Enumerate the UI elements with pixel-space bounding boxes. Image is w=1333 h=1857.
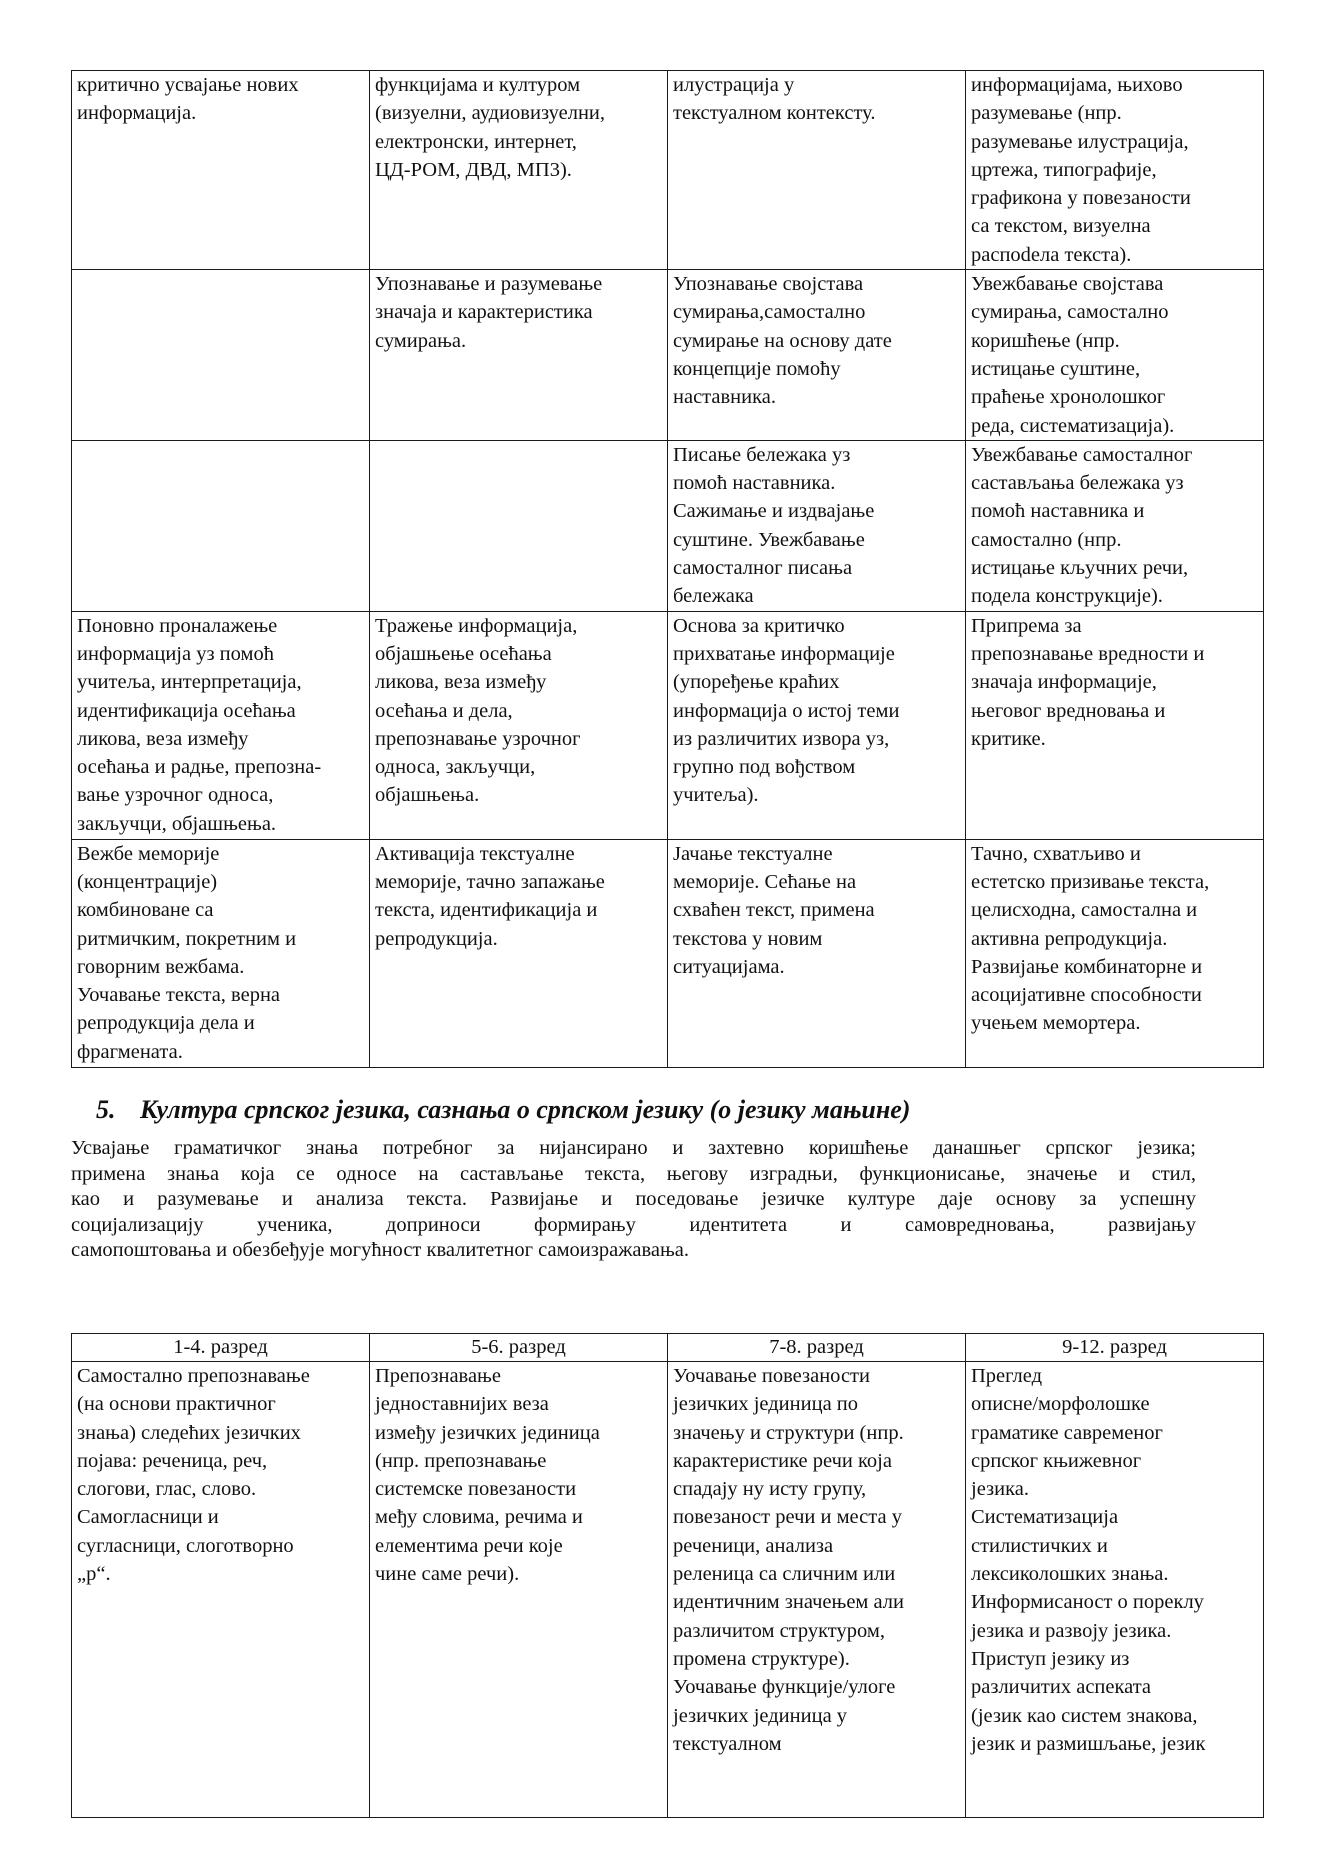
table-row [72,611,1264,839]
paragraph-line: самопоштовања и обезбеђује могућност квалитетног самоизражавања. [71,1239,690,1261]
table-cell: илустрација у текстуалном контексту. [668,71,966,270]
table-cell [370,440,668,611]
table-header-row [72,1334,1264,1362]
section-paragraph [71,1136,1196,1264]
paragraph-line: као и разумевање и анализа текста. Развијање и поседовање језичке културе даје основу за успешну [71,1188,1196,1210]
table-row [72,71,1264,270]
table-cell [72,270,370,441]
table-cell: Активација текстуалне меморије, тачно запажање текста, идентификација и репродукција. [370,839,668,1067]
section-title: Култура српског језика, сазнања о српском језику (о језику мањине) [140,1095,911,1124]
curriculum-table-continued [71,70,1264,1068]
table-cell: Основа за критичко прихватање информације (упоређење краћих информација о истој теми из различитих извора уз, групно под вођством учитеља). [668,611,966,839]
table-cell: Упознавање својстава сумирања,самостално сумирање на основу дате концепције помоћу наставника. [668,270,966,441]
paragraph-line: примена знања која се односе на састављање текста, његову изградњи, функционисање, значење и стил, [71,1162,1196,1185]
table-cell: Упознавање и разумевање значаја и карактеристика сумирања. [370,270,668,441]
table-cell: информацијама, њихово разумевање (нпр. разумевање илустрација, цртежа, типографије, графикона у повезаности са текстом, визуелна распodела текста). [966,71,1264,270]
table-row [72,1362,1264,1818]
column-header: 5-6. разред [370,1334,668,1362]
table-row [72,839,1264,1067]
section-number: 5. [96,1095,116,1124]
table-cell: критично усвајање нових информација. [72,71,370,270]
table-cell: Вежбе меморије (концентрације) комбиноване са ритмичким, покретним и говорним вежбама. Уочавање текста, верна репродукција дела и фрагмената. [72,839,370,1067]
column-header: 7-8. разред [668,1334,966,1362]
table-cell: функцијама и културом (визуелни, аудиовизуелни, електронски, интернет, ЦД-РОМ, ДВД, МП3). [370,71,668,270]
table-cell [72,440,370,611]
table-cell: Јачање текстуалне меморије. Сећање на схваћен текст, примена текстова у новим ситуацијама. [668,839,966,1067]
table-cell: Уочавање повезаности језичких јединица по значењу и структури (нпр. карактеристике речи која спадају ну исту групу, повезаност речи и места у реченици, анализа реленица са сличним или идентичним значењем али различитом структуром, промена структуре). Уочавање функције/улоге језичких јединица у текстуалном [668,1362,966,1818]
table-cell: Припрема за препознавање вредности и значаја информације, његовог вредновања и критике. [966,611,1264,839]
table-cell: Увежбавање својстава сумирања, самостално коришћење (нпр. истицање суштине, праћење хронолошког реда, систематизација). [966,270,1264,441]
table-cell: Тачно, схватљиво и естетско призивање текста, целисходна, самостална и активна репродукција. Развијање комбинаторне и асоцијативне способности учењем мемортера. [966,839,1264,1067]
table-cell: Увежбавање самосталног састављања бележака уз помоћ наставника и самостално (нпр. истицање кључних речи, подела конструкције). [966,440,1264,611]
table-cell: Писање бележака уз помоћ наставника. Сажимање и издвајање суштине. Увежбавање самосталног писања бележака [668,440,966,611]
section-heading [96,1095,910,1125]
paragraph-line: Усвајање граматичког знања потребног за нијансирано и захтевно коришћење данашњег српског језика; [71,1137,1196,1159]
table-cell: Преглед описне/морфолошке граматике савременог српског књижевног језика. Систематизација стилистичких и лексиколошких знања. Информисаност о пореклу језика и развоју језика. Приступ језику из различитих аспеката (језик као систем знакова, језик и размишљање, језик [966,1362,1264,1818]
table-cell: Поновно проналажење информација уз помоћ учитеља, интерпретација, идентификација осећања ликова, веза између осећања и радње, препозна- вање узрочног односа, закључци, објашњења. [72,611,370,839]
column-header: 9-12. разред [966,1334,1264,1362]
table-cell: Препознавање једноставнијих веза између језичких јединица (нпр. препознавање системске повезаности међу словима, речима и елементима речи које чине саме речи). [370,1362,668,1818]
column-header: 1-4. разред [72,1334,370,1362]
table-row [72,270,1264,441]
table-row [72,440,1264,611]
table-cell: Самостално препознавање (на основи практичног знања) следећих језичких појава: реченица, реч, слогови, глас, слово. Самогласници и сугласници, слоготворно „р“. [72,1362,370,1818]
paragraph-line: социјализацију ученика, доприноси формирању идентитета и самовредновања, развијању [71,1213,1196,1236]
grade-table [71,1333,1264,1818]
table-cell: Тражење информација, објашњење осећања ликова, веза између осећања и дела, препознавање узрочног односа, закључци, објашњења. [370,611,668,839]
